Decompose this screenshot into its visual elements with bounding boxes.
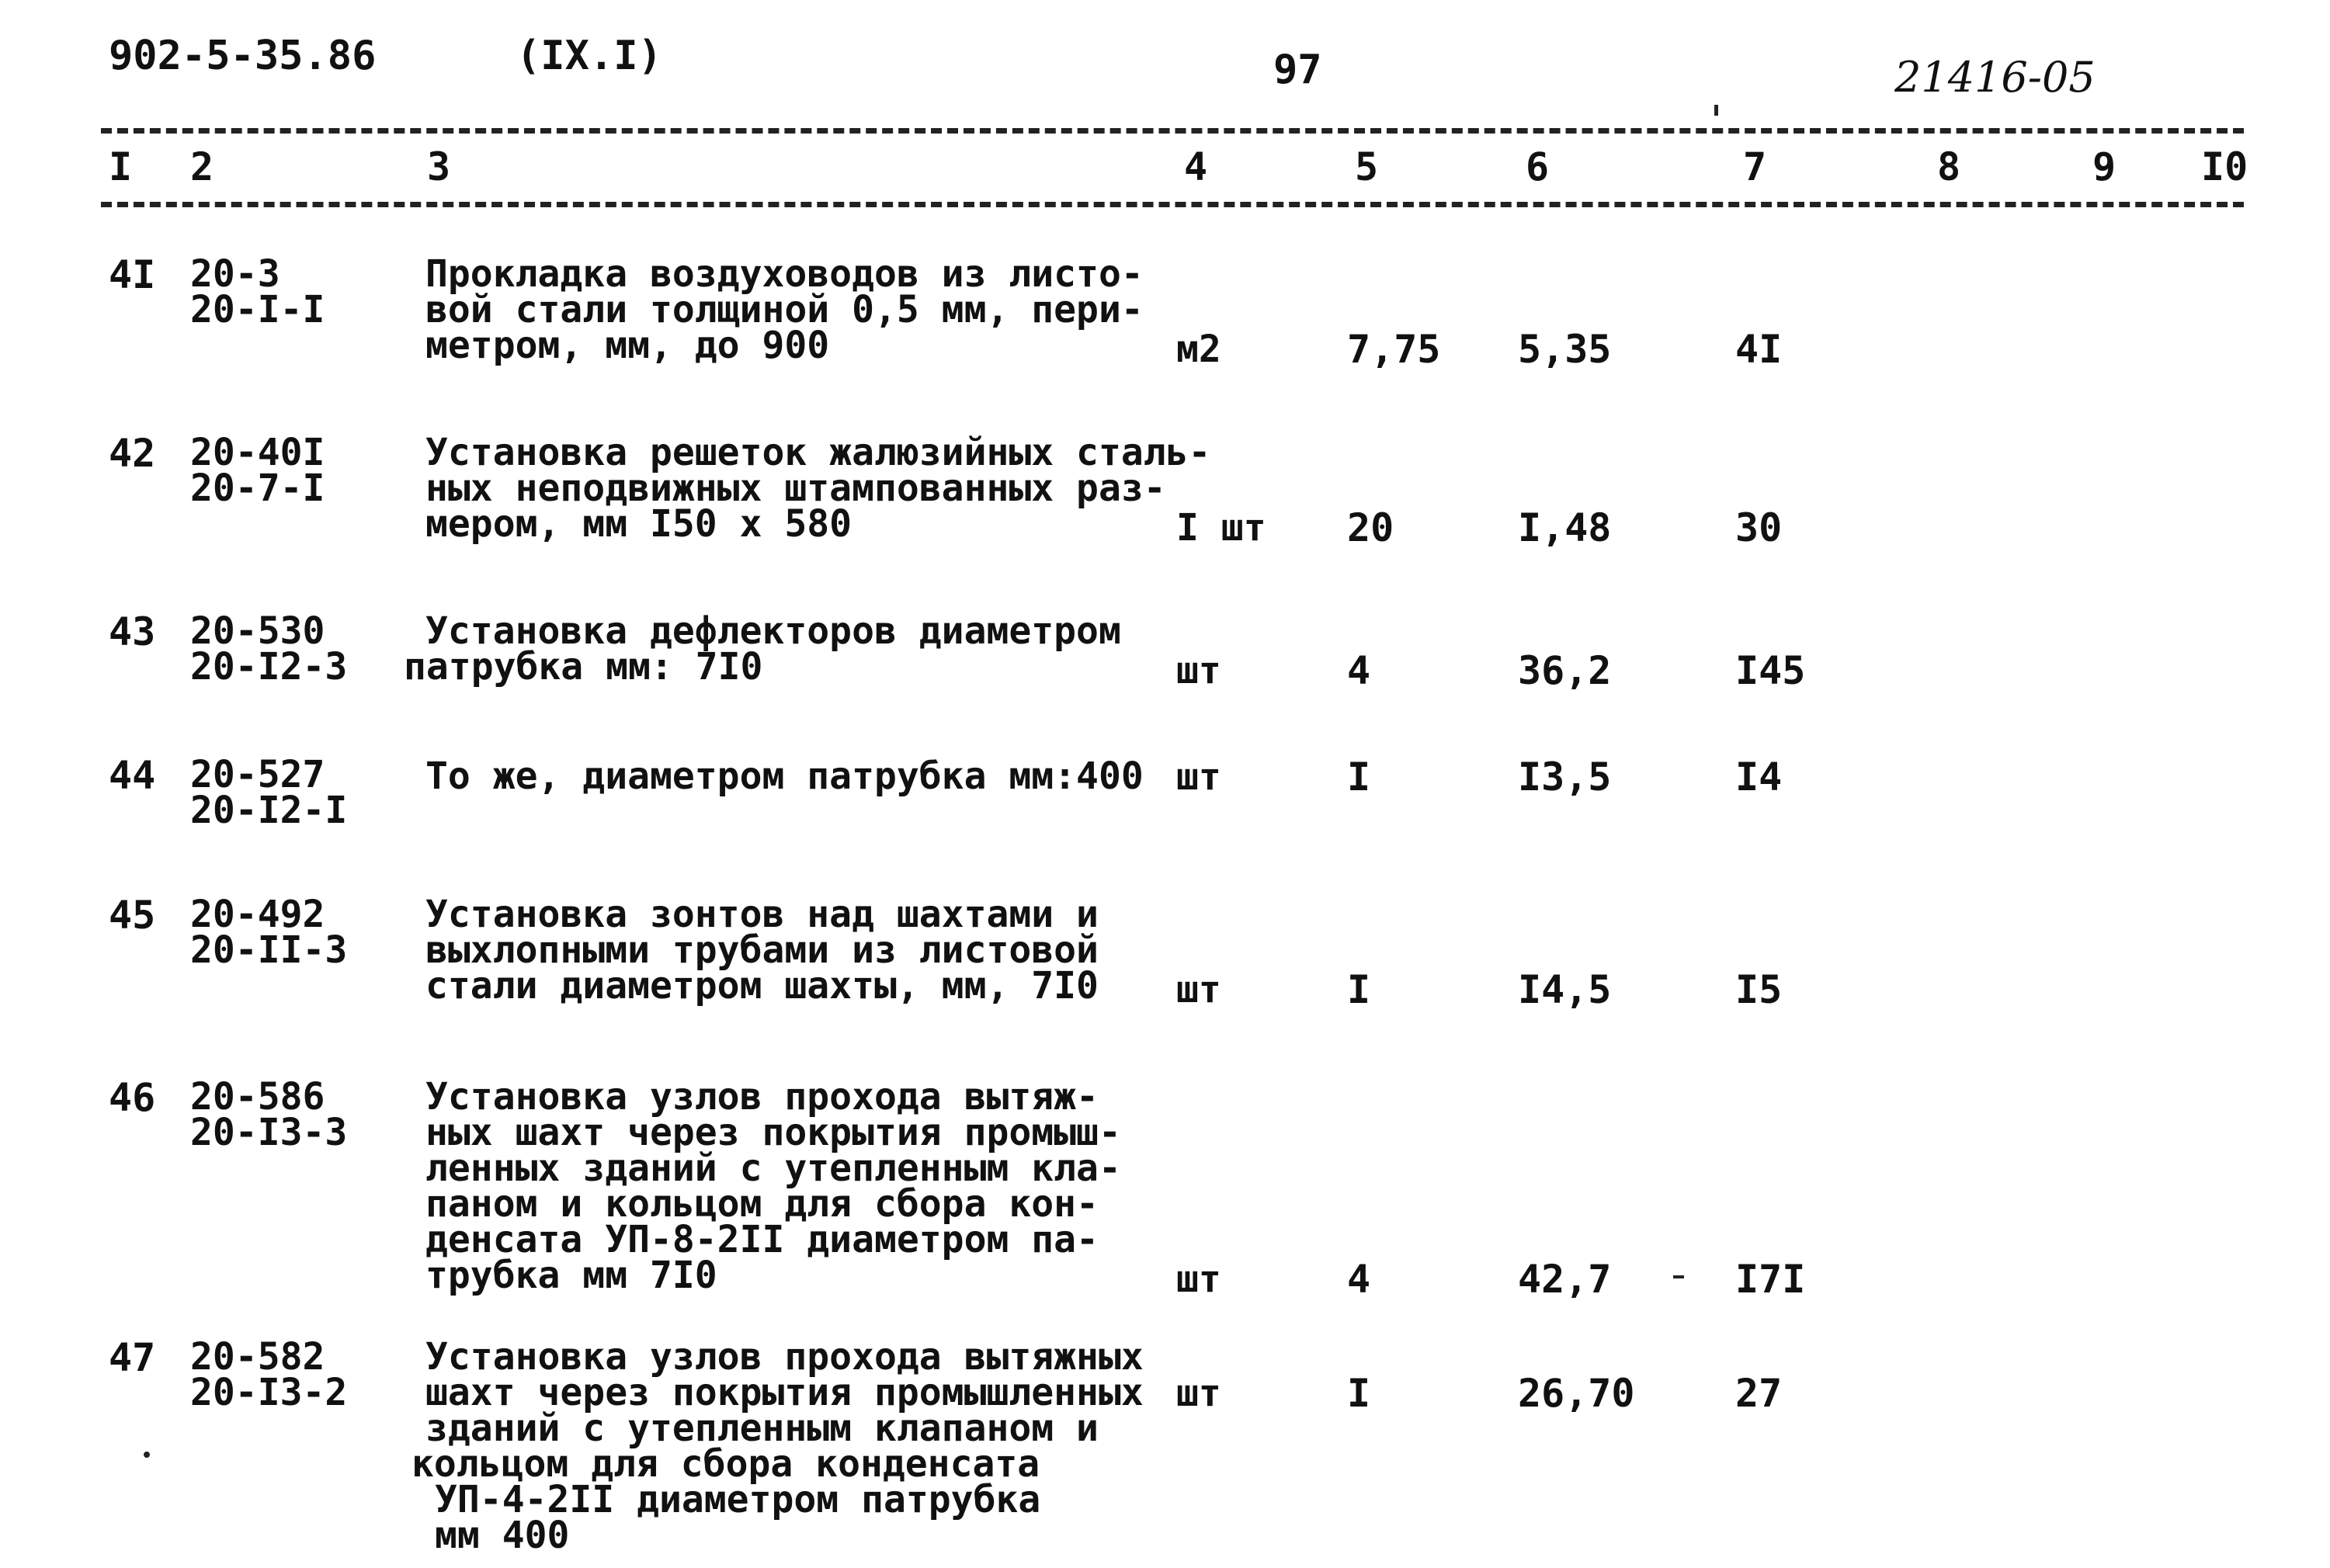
section-label: (IX.I): [516, 33, 662, 79]
total: I45: [1735, 648, 1806, 693]
col-header-3: 3: [427, 144, 451, 189]
unit: шт: [1176, 1258, 1221, 1301]
desc-line: денсата УП-8-2II диаметром па-: [425, 1218, 1099, 1261]
col-header-8: 8: [1937, 144, 1961, 189]
total: 4I: [1735, 327, 1783, 372]
desc-line: метром, мм, до 900: [425, 324, 830, 367]
total: 30: [1735, 505, 1783, 550]
row-number: 42: [109, 431, 156, 476]
row-number: 4I: [109, 252, 156, 297]
quantity: I: [1347, 755, 1371, 800]
desc-line: Установка узлов прохода вытяж-: [425, 1075, 1099, 1119]
row-number: 47: [109, 1335, 156, 1380]
code-line: 20-527: [190, 753, 325, 796]
code-line: 20-7-I: [190, 467, 325, 510]
total: I5: [1735, 967, 1783, 1012]
col-header-6: 6: [1526, 144, 1550, 189]
desc-line: зданий с утепленным клапаном и: [425, 1407, 1099, 1450]
unit: шт: [1176, 755, 1221, 799]
code-line: 20-3: [190, 252, 280, 296]
unit-price: 42,7: [1518, 1257, 1612, 1302]
desc-line: мм 400: [435, 1514, 570, 1557]
code-line: 20-I3-3: [190, 1111, 348, 1154]
unit-price: 36,2: [1518, 648, 1612, 693]
desc-line: стали диаметром шахты, мм, 7I0: [425, 964, 1099, 1008]
quantity: 7,75: [1347, 327, 1441, 372]
code-line: 20-I2-3: [190, 645, 348, 689]
code-line: 20-II-3: [190, 928, 348, 972]
desc-line: ных неподвижных штампованных раз-: [425, 467, 1166, 510]
desc-line: УП-4-2II диаметром патрубка: [435, 1478, 1041, 1521]
unit: шт: [1176, 1372, 1221, 1415]
unit-price: 26,70: [1518, 1371, 1635, 1416]
desc-line: кольцом для сбора конденсата: [411, 1442, 1040, 1486]
scan-speck: [1714, 105, 1718, 116]
quantity: 4: [1347, 648, 1371, 693]
code-line: 20-I2-I: [190, 789, 348, 832]
col-header-1: I: [109, 144, 133, 189]
code-line: 20-I3-2: [190, 1371, 348, 1414]
desc-line: выхлопными трубами из листовой: [425, 928, 1099, 972]
desc-line: Прокладка воздуховодов из листо-: [425, 252, 1144, 296]
code-line: 20-40I: [190, 431, 325, 474]
col-header-7: 7: [1743, 144, 1767, 189]
code-line: 20-582: [190, 1335, 325, 1379]
unit: шт: [1176, 649, 1221, 692]
desc-line: паном и кольцом для сбора кон-: [425, 1182, 1099, 1226]
quantity: I: [1347, 1371, 1371, 1416]
desc-line: Установка зонтов над шахтами и: [425, 893, 1099, 936]
scan-speck: [144, 1452, 150, 1458]
total: 27: [1735, 1371, 1783, 1416]
unit: м2: [1176, 328, 1221, 371]
quantity: 20: [1347, 505, 1394, 550]
unit: I шт: [1176, 506, 1266, 550]
desc-line: То же, диаметром патрубка мм:400: [425, 755, 1144, 798]
row-number: 44: [109, 753, 156, 798]
code-line: 20-530: [190, 609, 325, 653]
desc-line: вой стали толщиной 0,5 мм, пери-: [425, 288, 1144, 331]
total: I7I: [1735, 1257, 1806, 1302]
desc-line: Установка узлов прохода вытяжных: [425, 1335, 1144, 1379]
unit-price: I4,5: [1518, 967, 1612, 1012]
desc-line: ных шахт через покрытия промыш-: [425, 1111, 1121, 1154]
header-rule-bottom: [101, 202, 2244, 207]
header-rule-top: [101, 128, 2244, 134]
desc-line: Установка решеток жалюзийных сталь-: [425, 431, 1211, 474]
unit-price: I,48: [1518, 505, 1612, 550]
col-header-2: 2: [190, 144, 214, 189]
desc-line: ленных зданий с утепленным кла-: [425, 1147, 1121, 1190]
handwritten-ref: 21416-05: [1894, 53, 2096, 102]
desc-line: Установка дефлекторов диаметром: [425, 609, 1121, 653]
code-line: 20-586: [190, 1075, 325, 1119]
col-header-4: 4: [1184, 144, 1208, 189]
code-line: 20-I-I: [190, 288, 325, 331]
desc-line: патрубка мм: 7I0: [404, 645, 763, 689]
row-number: 43: [109, 609, 156, 654]
row-number: 45: [109, 893, 156, 938]
doc-code: 902-5-35.86: [109, 33, 377, 79]
unit-price: I3,5: [1518, 755, 1612, 800]
scan-speck: [1673, 1275, 1684, 1278]
code-line: 20-492: [190, 893, 325, 936]
desc-line: мером, мм I50 x 580: [425, 502, 852, 546]
col-header-5: 5: [1355, 144, 1379, 189]
total: I4: [1735, 755, 1783, 800]
unit: шт: [1176, 968, 1221, 1011]
quantity: 4: [1347, 1257, 1371, 1302]
desc-line: трубка мм 7I0: [425, 1254, 717, 1297]
desc-line: шахт через покрытия промышленных: [425, 1371, 1144, 1414]
quantity: I: [1347, 967, 1371, 1012]
unit-price: 5,35: [1518, 327, 1612, 372]
row-number: 46: [109, 1075, 156, 1120]
col-header-9: 9: [2092, 144, 2116, 189]
col-header-10: I0: [2201, 144, 2248, 189]
page-number: 97: [1273, 47, 1322, 93]
